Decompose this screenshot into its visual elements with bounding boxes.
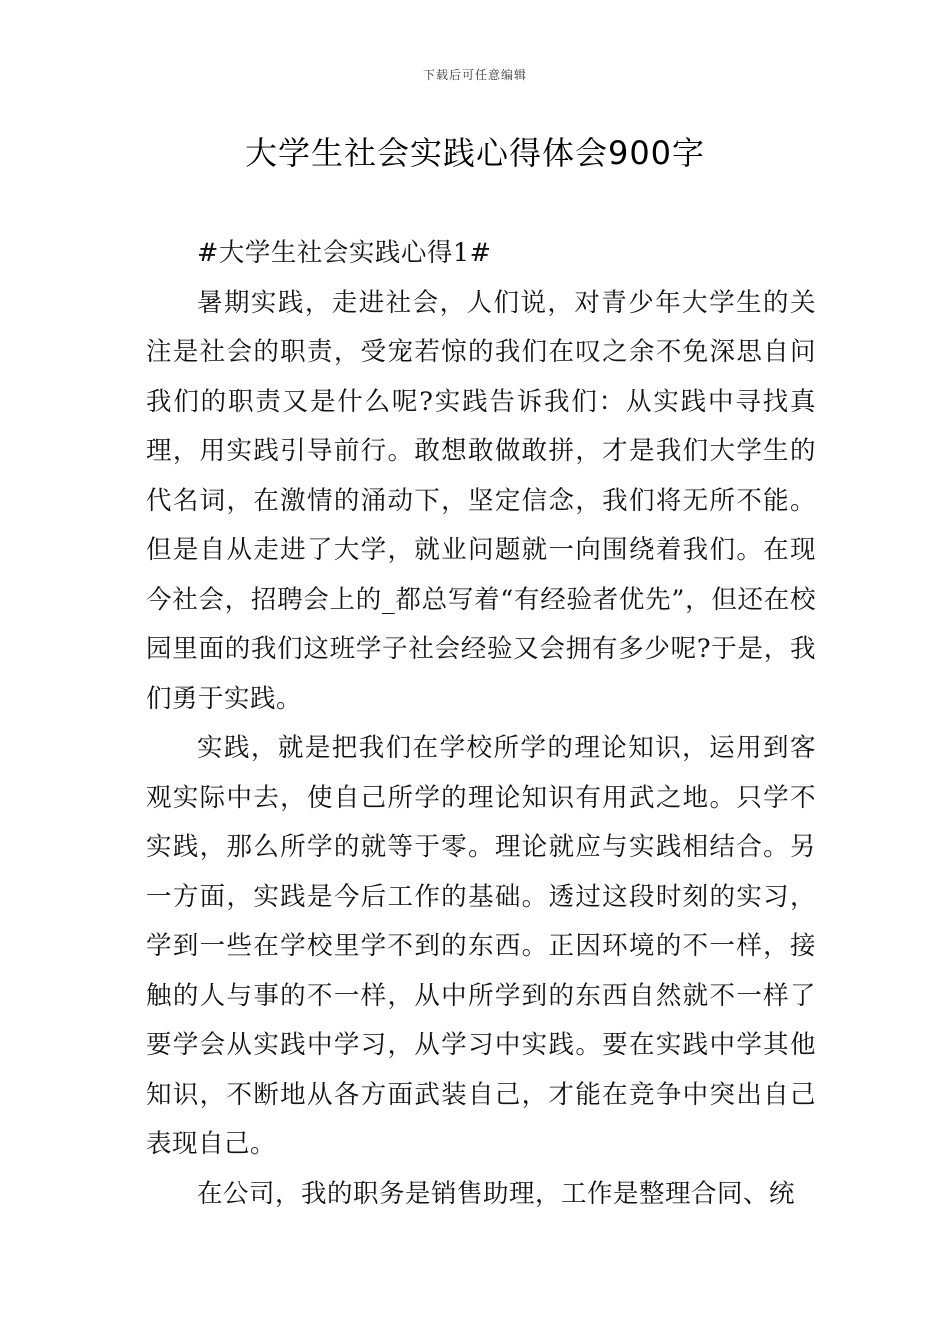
document-title: 大学生社会实践心得体会900字 bbox=[244, 134, 706, 172]
paragraph: 暑期实践，走进社会，人们说，对青少年大学生的关注是社会的职责，受宠若惊的我们在叹之余不免深思自问我们的职责又是什么呢?实践告诉我们：从实践中寻找真理，用实践引导前行。敢想敢做敢拼，才是我们大学生的代名词，在激情的涌动下，坚定信念，我们将无所不能。但是自从走进了大学，就业问题就一向围绕着我们。在现今社会，招聘会上的_都总写着“有经验者优先”，但还在校园里面的我们这班学子社会经验又会拥有多少呢?于是，我们勇于实践。 bbox=[146, 287, 816, 714]
document-body bbox=[146, 229, 816, 1219]
paragraph: 在公司，我的职务是销售助理，工作是整理合同、统 bbox=[197, 1178, 796, 1209]
paragraph: 实践，就是把我们在学校所学的理论知识，运用到客观实际中去，使自己所学的理论知识有用武之地。只学不实践，那么所学的就等于零。理论就应与实践相结合。另一方面，实践是今后工作的基础。透过这段时刻的实习，学到一些在学校里学不到的东西。正因环境的不一样，接触的人与事的不一样，从中所学到的东西自然就不一样了要学会从实践中学习，从学习中实践。要在实践中学其他知识，不断地从各方面武装自己，才能在竞争中突出自己表现自己。 bbox=[146, 733, 816, 1159]
download-note: 下载后可任意编辑 bbox=[422, 68, 527, 82]
section-heading: #大学生社会实践心得1# bbox=[197, 238, 492, 268]
